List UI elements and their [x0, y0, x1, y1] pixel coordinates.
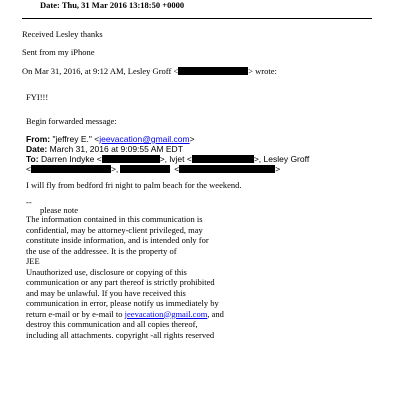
redaction-box	[192, 155, 254, 163]
notify-line-2	[26, 309, 224, 320]
notify-line-2-prefix: return e-mail or by e-mail to	[26, 308, 125, 319]
header-divider	[22, 18, 372, 19]
redaction-box	[31, 165, 111, 173]
reply-fyi: FYI!!!	[26, 92, 49, 102]
header-date-value: Thu, 31 Mar 2016 13:18:50 +0000	[61, 0, 185, 10]
disclaimer-line: confidential, may be attorney-client privileged, may	[26, 224, 203, 235]
notify-line-2-suffix: , and	[207, 308, 224, 319]
disclaimer-line: constitute inside information, and is intended only for	[26, 235, 209, 245]
reply-line-1: Received Lesley thanks	[22, 29, 103, 39]
message-body: I will fly from bedford fri night to palm beach for the weekend.	[26, 180, 242, 190]
forward-date-value: March 31, 2016 at 9:09:55 AM EDT	[49, 144, 183, 154]
redaction-box	[102, 155, 160, 163]
forward-to-line2-part-2: >,	[110, 164, 119, 174]
header-date	[40, 0, 184, 11]
disclaimer-line: and may be unlawful. If you have received this	[26, 287, 186, 298]
redaction-box	[178, 67, 248, 75]
closing-line: including all attachments. copyright -all rights reserved	[26, 329, 215, 340]
disclaimer-line: Unauthorized use, disclosure or copying of this	[26, 266, 187, 277]
forward-to-line-2	[26, 164, 280, 175]
forward-from-email-link[interactable]: jeevacation@gmail.com	[99, 134, 190, 144]
please-note: please note	[40, 205, 78, 215]
forward-from-label: From:	[26, 134, 51, 144]
disclaimer-block	[26, 214, 224, 340]
forward-to-part-1: Darren Indyke <	[40, 154, 102, 164]
redaction-box	[120, 165, 170, 173]
forward-from-close: >	[189, 134, 195, 144]
reply-quote-line	[22, 66, 277, 77]
forward-date-label: Date:	[26, 144, 48, 154]
forward-from-name: "jeffrey E." <	[52, 134, 100, 144]
reply-line-2: Sent from my iPhone	[22, 47, 95, 57]
disclaimer-line: The information contained in this communication is	[26, 214, 203, 224]
header-date-label: Date:	[40, 0, 60, 10]
forward-to-line2-part-3: <	[174, 164, 180, 174]
notify-line-1: communication in error, please notify us immediately by	[26, 298, 219, 308]
forward-to-line2-part-1: <	[26, 164, 31, 174]
closing-line: destroy this communication and all copies thereof,	[26, 319, 198, 329]
forward-to-part-2: >, lvjet <	[159, 154, 192, 164]
signature-dashes: --	[26, 197, 32, 207]
reply-quote-prefix: On Mar 31, 2016, at 9:12 AM, Lesley Groff <	[22, 66, 179, 76]
disclaimer-line: communication or any part thereof is strictly prohibited	[26, 277, 215, 287]
notify-email-link[interactable]: jeevacation@gmail.com	[124, 308, 208, 319]
forward-label: Begin forwarded message:	[26, 116, 117, 126]
forward-to-label: To:	[26, 154, 39, 164]
forward-to-line2-part-4: >	[275, 164, 281, 174]
reply-quote-suffix: > wrote:	[248, 66, 277, 76]
redaction-box	[179, 165, 275, 173]
disclaimer-line: the use of the addressee. It is the property of	[26, 245, 177, 256]
forward-to-part-3: >, Lesley Groff	[253, 154, 310, 164]
disclaimer-line: JEE	[26, 256, 40, 266]
